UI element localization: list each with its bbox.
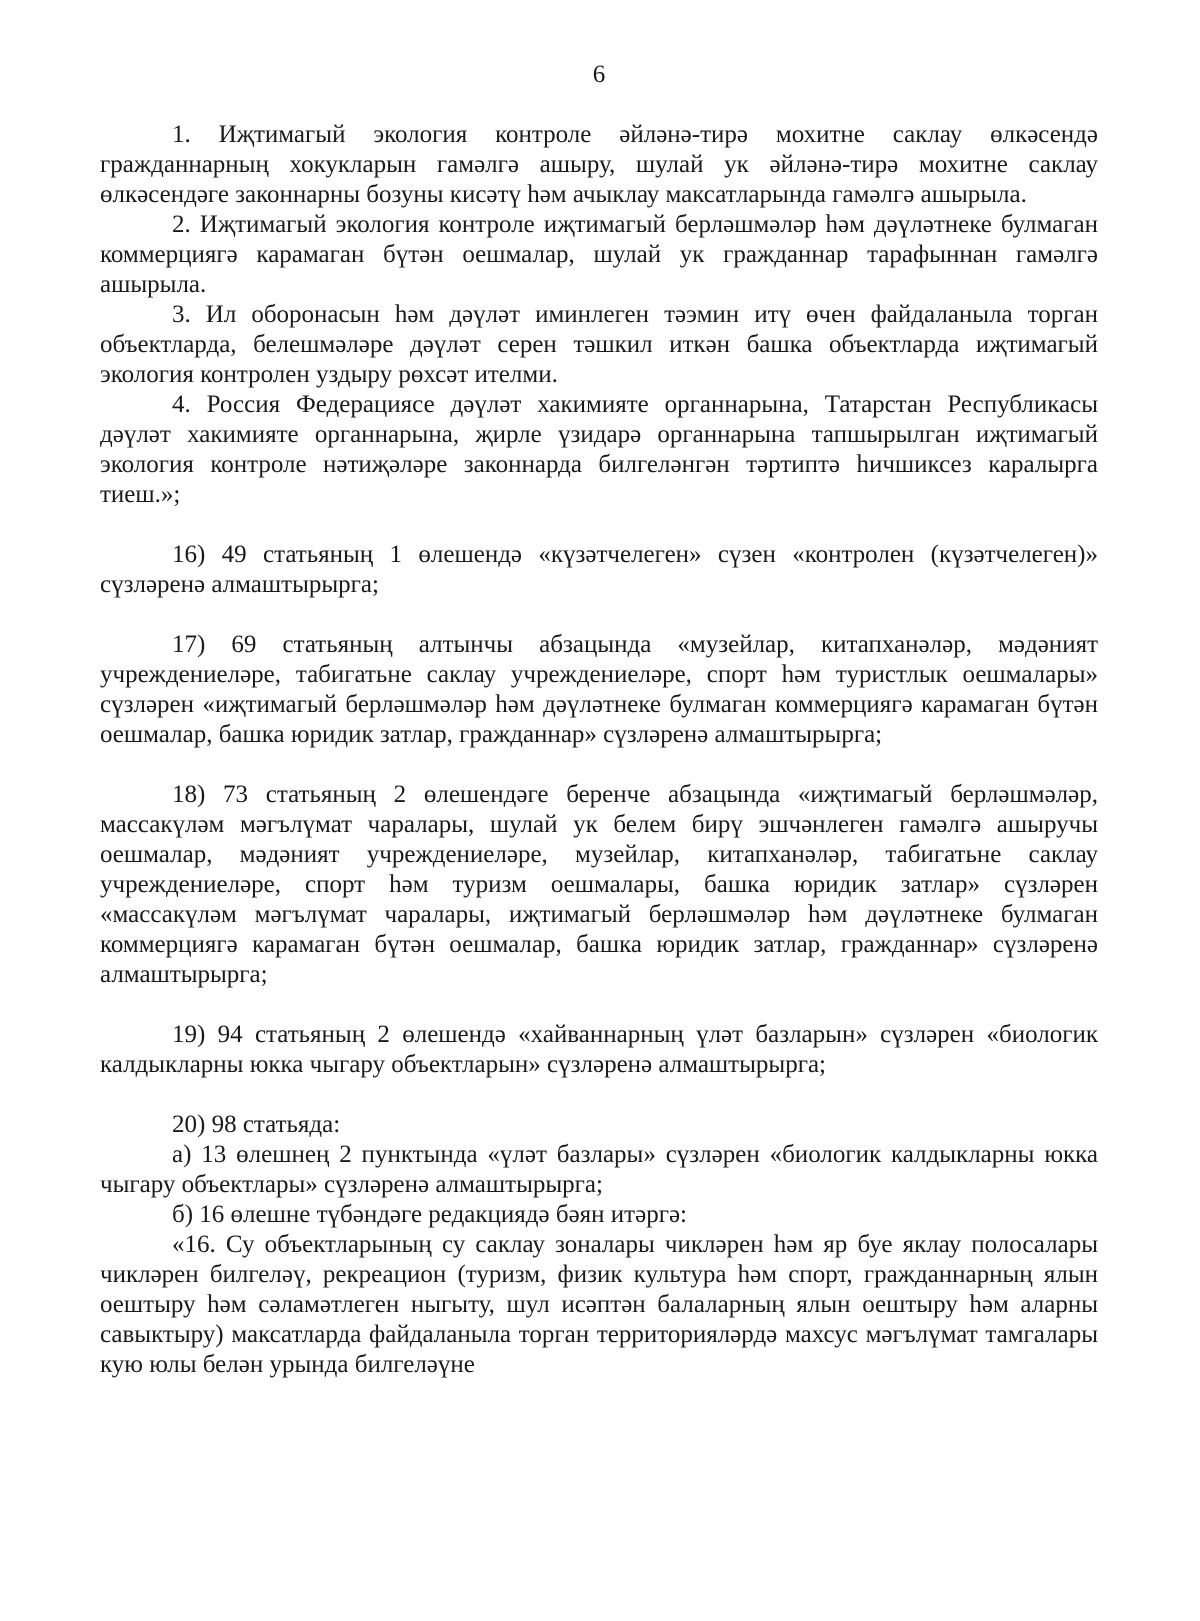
paragraph: «16. Су объектларының су саклау зоналары чикләрен һәм яр буе яклау полосалары чикләрен билгеләү, рекреацион (туризм, физик культура һәм спорт, гражданнарның ялын оештыру һәм сәламәтлеген ныгыту, шул исәптән балаларның ялын оештыру һәм аларны савыктыру) максатларда файдаланыла торган территорияләрдә махсус мәгълүмат тамгалары кую юлы белән урында билгеләүне [100,1231,1098,1378]
paragraph: 20) 98 статьяда: [172,1111,341,1138]
paragraph: а) 13 өлешнең 2 пунктында «үләт базлары» сүзләрен «биологик калдыкларны юкка чыгару объектлары» сүзләренә алмаштырырга; [100,1141,1098,1198]
document-body [100,120,1098,1380]
paragraph: 16) 49 статьяның 1 өлешендә «күзәтчелеген» сүзен «контролен (күзәтчелеген)» сүзләренә алмаштырырга; [100,541,1098,598]
paragraph: 19) 94 статьяның 2 өлешендә «хайваннарның үләт базларын» сүзләрен «биологик калдыкларны юкка чыгару объектларын» сүзләренә алмаштырырга; [100,1021,1098,1078]
document-page [100,58,1098,1380]
paragraph: б) 16 өлешне түбәндәге редакциядә бәян итәргә: [172,1201,687,1228]
paragraph: 1. Иҗтимагый экология контроле әйләнә-тирә мохитне саклау өлкәсендә гражданнарның хокукларын гамәлгә ашыру, шулай ук әйләнә-тирә мохитне саклау өлкәсендәге законнарны бозуны кисәтү һәм ачыклау максатларында гамәлгә ашырыла. [100,121,1098,208]
page-number: 6 [592,61,606,88]
paragraph: 2. Иҗтимагый экология контроле иҗтимагый берләшмәләр һәм дәүләтнеке булмаган коммерциягә карамаган бүтән оешмалар, шулай ук гражданнар тарафыннан гамәлгә ашырыла. [100,211,1098,298]
paragraph: 4. Россия Федерациясе дәүләт хакимияте органнарына, Татарстан Республикасы дәүләт хакимияте органнарына, җирле үзидарә органнарына тапшырылган иҗтимагый экология контроле нәтиҗәләре законнарда билгеләнгән тәртиптә һичшиксез каралырга тиеш.»; [100,391,1098,508]
paragraph: 3. Ил оборонасын һәм дәүләт иминлеген тәэмин итү өчен файдаланыла торган объектларда, белешмәләре дәүләт серен тәшкил иткән башка объектларда иҗтимагый экология контролен уздыру рөхсәт ителми. [100,301,1098,388]
paragraph: 18) 73 статьяның 2 өлешендәге беренче абзацында «иҗтимагый берләшмәләр, массакүләм мәгълүмат чаралары, шулай ук белем бирү эшчәнлеген гамәлгә ашыручы оешмалар, мәдәният учреждениеләре, музейлар, китапханәләр, табигатьне саклау учреждениеләре, спорт һәм туризм оешмалары, башка юридик затлар» сүзләрен «массакүләм мәгълүмат чаралары, иҗтимагый берләшмәләр һәм дәүләтнеке булмаган коммерциягә карамаган бүтән оешмалар, башка юридик затлар, гражданнар» сүзләренә алмаштырырга; [100,781,1098,988]
paragraph: 17) 69 статьяның алтынчы абзацында «музейлар, китапханәләр, мәдәният учреждениеләре, табигатьне саклау учреждениеләре, спорт һәм туристлык оешмалары» сүзләрен «иҗтимагый берләшмәләр һәм дәүләтнеке булмаган коммерциягә карамаган бүтән оешмалар, башка юридик затлар, гражданнар» сүзләренә алмаштырырга; [100,631,1098,748]
